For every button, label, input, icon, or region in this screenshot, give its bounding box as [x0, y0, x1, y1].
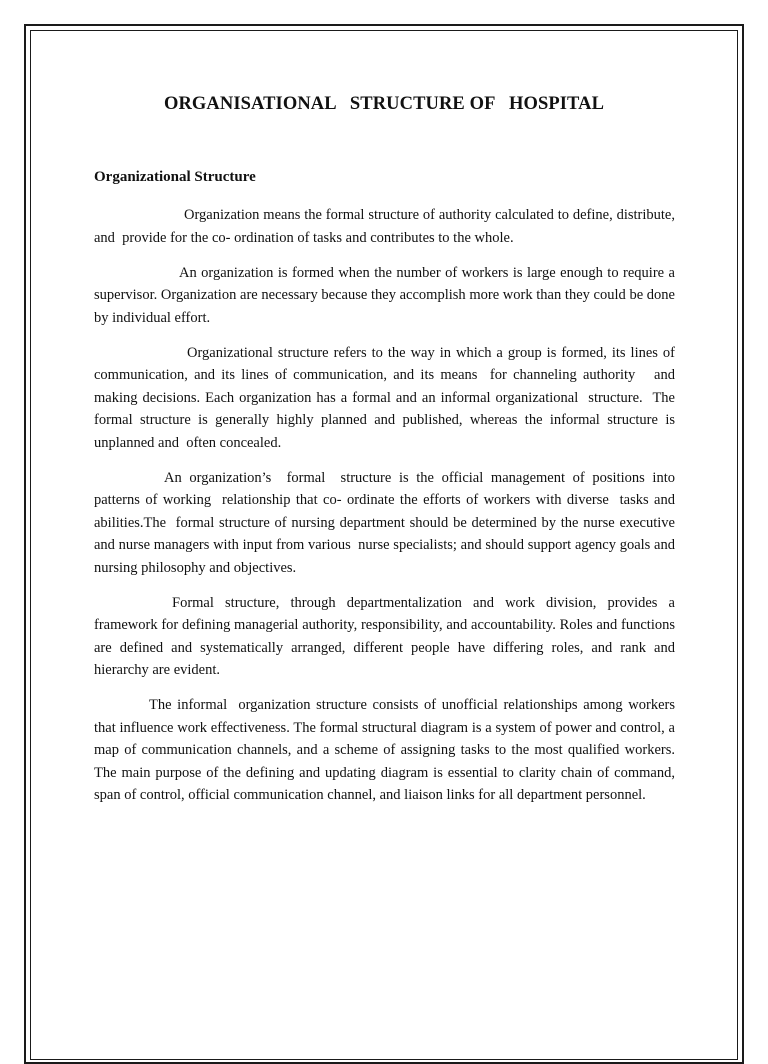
paragraph-1: Organization means the formal structure of authority calculated to define, distribute, and provide for the co- ordination of tasks and contributes to the whole. [94, 207, 683, 246]
body-text [94, 204, 683, 819]
paragraph-5: Formal structure, through departmentalization and work division, provides a framework for defining managerial authority, responsibility, and accountability. Roles and functions are defined and systematically arranged, different people have differing roles, and rank and hierarchy are evident. [94, 594, 679, 678]
document-title: ORGANISATIONAL STRUCTURE OF HOSPITAL [163, 94, 605, 114]
paragraph-3: Organizational structure refers to the way in which a group is formed, its lines of communication, and its lines of communication, and its means for channeling authority and making decisions. Each organization has a formal and an informal organizational structure. The formal structure is generally highly planned and published, whereas the informal structure is unplanned and often concealed. [94, 344, 679, 451]
section-heading: Organizational Structure [94, 169, 256, 185]
paragraph-2: An organization is formed when the number of workers is large enough to require a supervisor. Organization are necessary because they accomplish more work than they could be done by individual effort. [94, 264, 679, 326]
paragraph-4: An organization’s formal structure is the official management of positions into patterns of working relationship that co- ordinate the efforts of workers with diverse tasks and abilities.The formal structure of nursing department should be determined by the nurse executive and nurse managers with input from various nurse specialists; and should support agency goals and nursing philosophy and objectives. [94, 469, 679, 576]
paragraph-6: The informal organization structure consists of unofficial relationships among workers that influence work effectiveness. The formal structural diagram is a system of power and control, a map of communication channels, and a scheme of assigning tasks to the most qualified workers. The main purpose of the defining and updating diagram is essential to clarity chain of command, span of control, official communication channel, and liaison links for all department personnel. [94, 697, 679, 803]
